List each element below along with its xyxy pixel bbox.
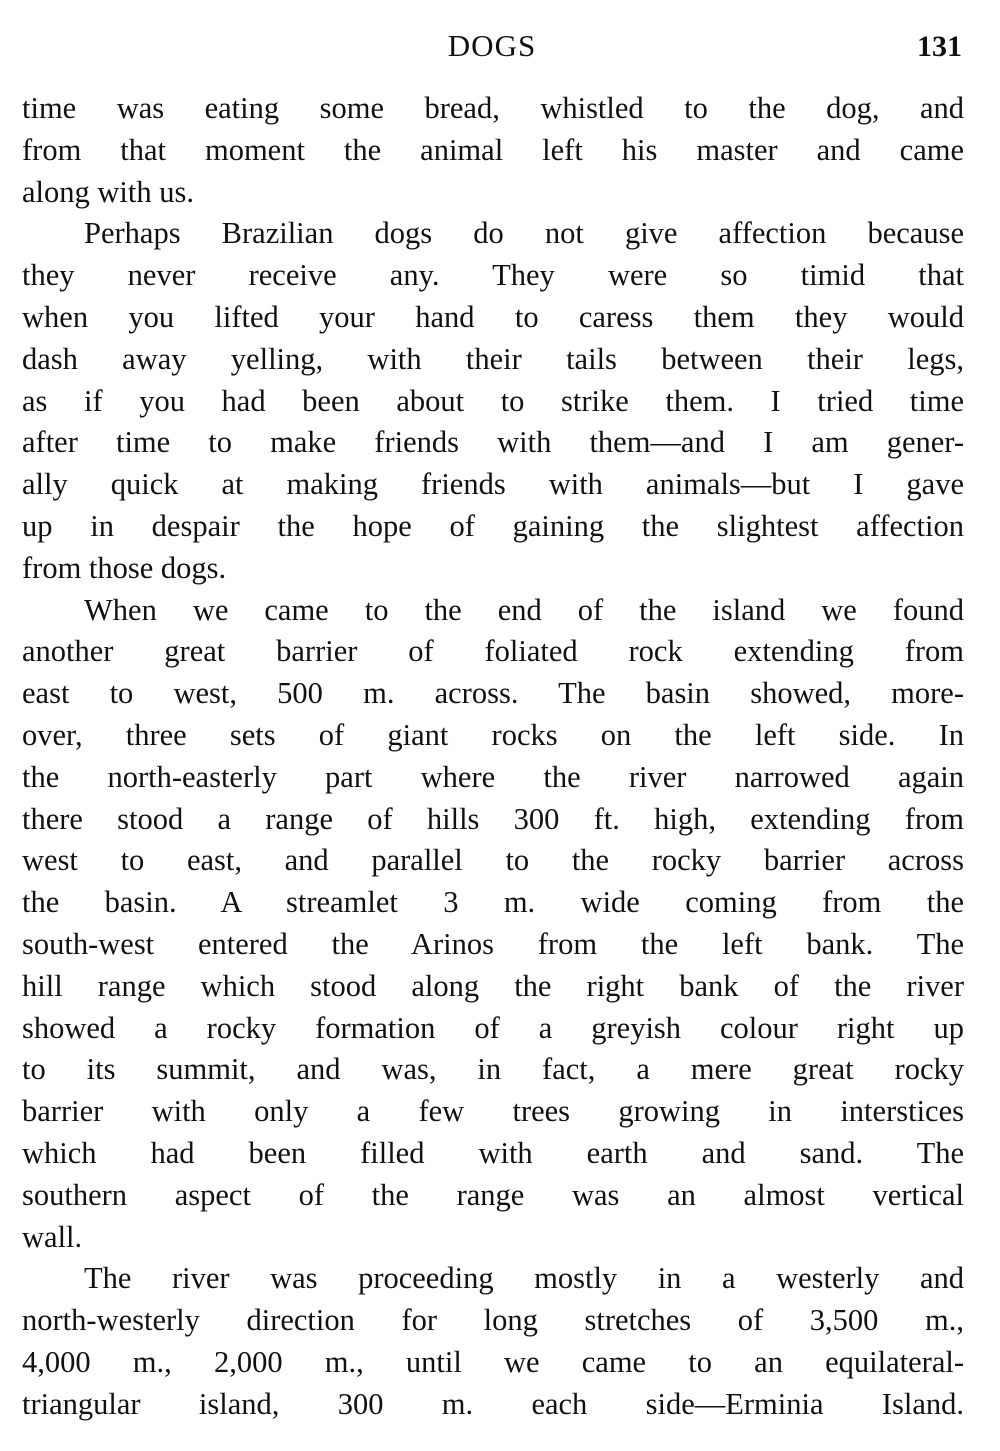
text-line: the basin. A streamlet 3 m. wide coming from the [22, 885, 964, 920]
text-line: hill range which stood along the right bank of the river [22, 968, 964, 1003]
text-line: dash away yelling, with their tails between their legs, [22, 341, 964, 376]
text-line: after time to make friends with them—and I am gener- [22, 425, 964, 460]
paragraph-4 [22, 1258, 964, 1425]
text-line: another great barrier of foliated rock extending from [22, 634, 964, 669]
paragraph-2 [22, 213, 964, 589]
text-line: which had been filled with earth and sand. The [22, 1135, 964, 1170]
text-line: up in despair the hope of gaining the slightest affection [22, 508, 964, 543]
text-line: to its summit, and was, in fact, a mere great rocky [22, 1052, 964, 1087]
running-head [22, 28, 962, 68]
text-line: ally quick at making friends with animals—but I gave [22, 467, 964, 502]
text-line: showed a rocky formation of a greyish colour right up [22, 1010, 964, 1045]
text-line: Perhaps Brazilian dogs do not give affection because [84, 216, 964, 251]
paragraph-1 [22, 88, 964, 213]
text-line: when you lifted your hand to caress them they would [22, 299, 964, 334]
body-text [22, 88, 964, 1426]
text-line: from those dogs. [22, 550, 227, 585]
text-line: from that moment the animal left his master and came [22, 132, 964, 167]
text-line: they never receive any. They were so timid that [22, 258, 964, 293]
text-line: north-westerly direction for long stretches of 3,500 m., [22, 1303, 964, 1338]
text-line: 4,000 m., 2,000 m., until we came to an equilateral- [22, 1344, 964, 1379]
text-line: east to west, 500 m. across. The basin showed, more- [22, 676, 964, 711]
text-line: When we came to the end of the island we found [84, 592, 964, 627]
page-number: 131 [917, 30, 962, 63]
text-line: as if you had been about to strike them. I tried time [22, 383, 964, 418]
text-line: barrier with only a few trees growing in interstices [22, 1094, 964, 1129]
text-line: south-west entered the Arinos from the left bank. The [22, 926, 964, 961]
text-line: west to east, and parallel to the rocky barrier across [22, 843, 964, 878]
text-line: time was eating some bread, whistled to the dog, and [22, 91, 964, 125]
text-line: The river was proceeding mostly in a westerly and [84, 1261, 964, 1296]
text-line: over, three sets of giant rocks on the left side. In [22, 717, 964, 752]
text-line: triangular island, 300 m. each side—Erminia Island. [22, 1386, 964, 1421]
chapter-title: DOGS [447, 28, 537, 63]
text-line: along with us. [22, 174, 194, 209]
text-line: wall. [22, 1219, 83, 1254]
text-line: southern aspect of the range was an almost vertical [22, 1177, 964, 1212]
text-line: the north-easterly part where the river narrowed again [22, 759, 964, 794]
paragraph-3 [22, 590, 964, 1259]
text-line: there stood a range of hills 300 ft. high, extending from [22, 801, 964, 836]
